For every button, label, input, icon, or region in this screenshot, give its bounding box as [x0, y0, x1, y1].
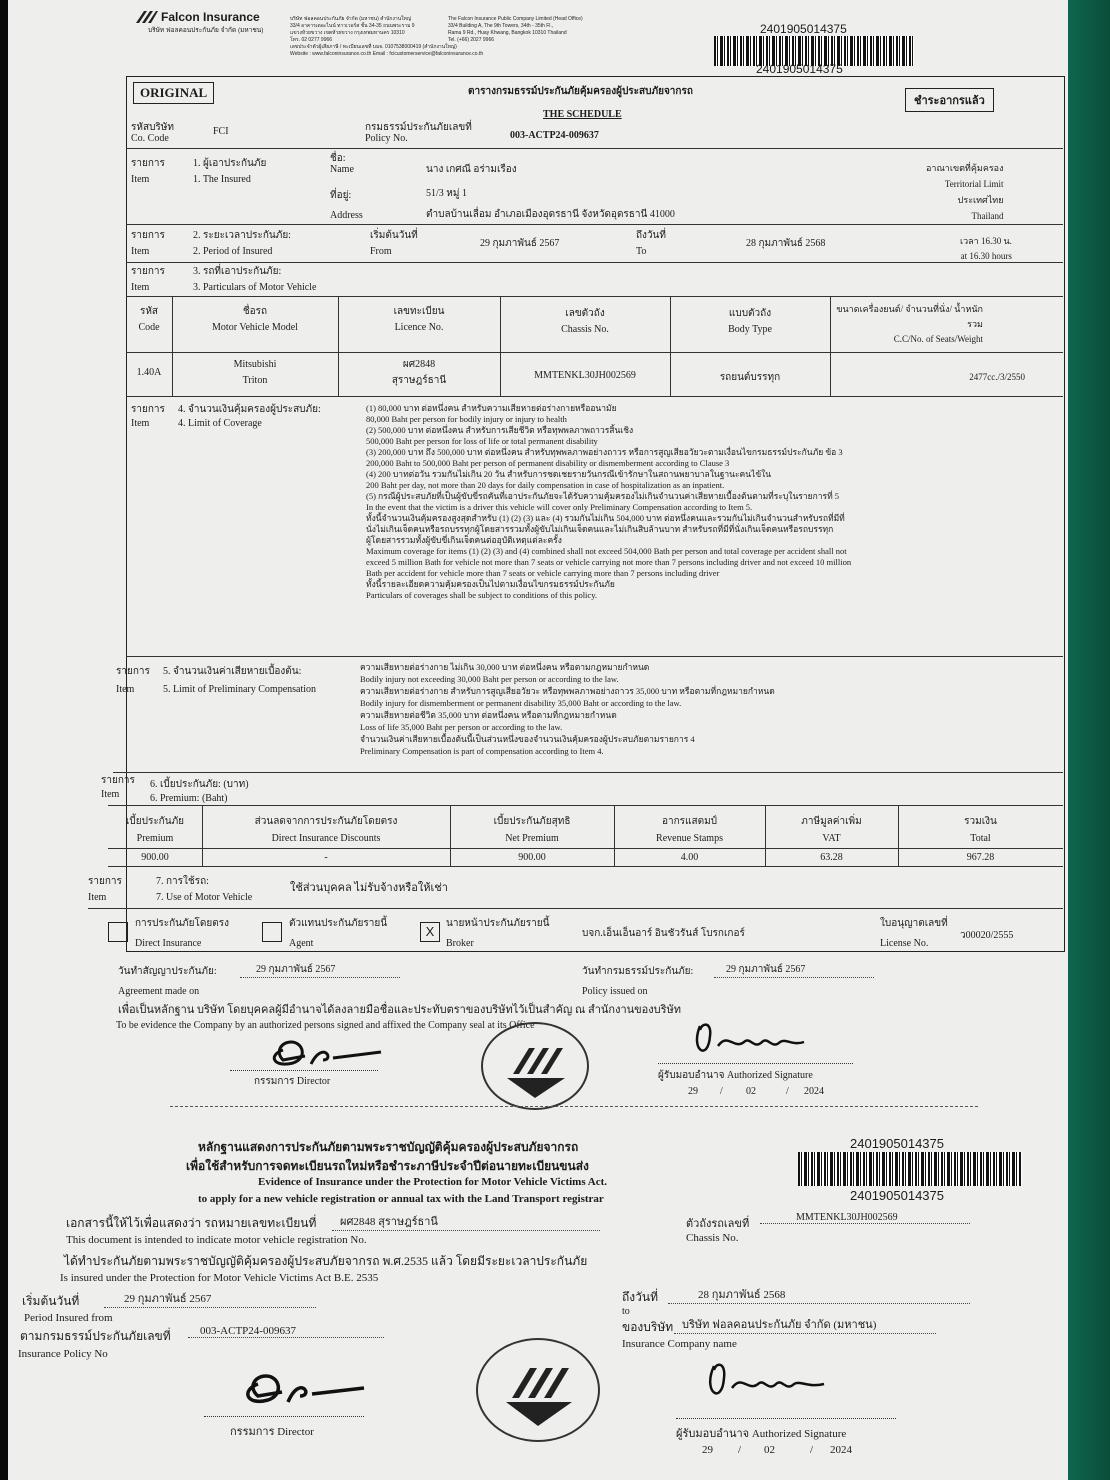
authorized-label-top: ผู้รับมอบอำนาจ Authorized Signature	[658, 1070, 813, 1081]
broker-checkbox: X	[420, 922, 440, 942]
period-from-label: เริ่มต้นวันที่ From	[370, 230, 418, 257]
company-name: Falcon Insurance	[161, 10, 260, 24]
item3-item-label: รายการ Item	[131, 266, 165, 293]
evidence-title-en-2: to apply for a new vehicle registration or annual tax with the Land Transport registrar	[198, 1193, 604, 1205]
sign-day-top: 29	[688, 1086, 698, 1097]
vehicle-col-cc: ขนาดเครื่องยนต์/ จำนวนที่นั่ง/ น้ำหนักรวม C.C/No. of Seats/Weight	[836, 304, 983, 344]
co-code-label: รหัสบริษัท Co. Code	[131, 122, 174, 144]
item4-item-label: รายการ Item	[131, 404, 165, 429]
vehicle-use-value: ใช้ส่วนบุคคล ไม่รับจ้างหรือให้เช่า	[290, 882, 448, 894]
doc-label-en: This document is intended to indicate motor vehicle registration No.	[66, 1234, 367, 1246]
vehicle-col-code: รหัส Code	[138, 306, 160, 333]
policy-label-en: Insurance Policy No	[18, 1348, 108, 1360]
co-code-value: FCI	[213, 126, 229, 137]
barcode-number-top: 2401905014375	[760, 22, 847, 36]
policy-document: Falcon Insurance บริษัท ฟอลคอนประกันภัย จำกัด (มหาชน) บริษัท ฟอลคอนประกันภัย จำกัด (มหาชน) สำนักงานใหญ่ 33/4 อาคารเดอะไนน์ ทาวเวอร์ส ชั้น 34-35 ถนนพระราม 9 แขวงห้วยขวาง เขตห้วยขวาง กรุงเทพมหานคร 10310 โทร. 02 0277 9966 เลขประจำตัวผู้เสียภาษี / ทะเบียนเลขที่ บมจ. 0107538000419 (สำนักงานใหญ่) Website : www.falconinsurance.co.th Email : fcicustomerservice@falconinsurance.co.th The Falcon Insurance Public Company Limited (Head Office) 33/4 Building A, The 9th Towers, 34th - 35th Fl., Rama 9 Rd., Huay Khwang, Bangkok 10310 Thailand Tel. (+66) 2027 9966 2401905014375 2401905014375 ORIGINAL ตารางกรมธรรม์ประกันภัยคุ้มครองผู้ประสบภัยจากรถ THE SCHEDULE ชำระอากรแล้ว รหัสบริษัท Co. Code FCI กรมธรรม์ประกันภัยเลขที่ Policy No. 003-ACTP24-009637 รายการ Item 1. ผู้เอาประกันภัย 1. The Insured ชื่อ: Name นาง เกศณี อร่ามเรือง ที่อยู่: Address 51/3 หมู่ 1 ตำบลบ้านเลื่อม อำเภอเมืองอุดรธานี จังหวัดอุดรธานี 41000 อาณาเขตที่คุ้มครอง Territorial Limit ประเทศไทย Thailand รายการ Item 2. ระยะเวลาประกันภัย: 2. Period of Insured เริ่มต้นวันที่ From 29 กุมภาพันธ์ 2567 ถึงวันที่ To 28 กุมภาพันธ์ 2568 เวลา 16.30 น. at 16.30 hours รายการ Item 3. รถที่เอาประกันภัย: 3. Particulars of Motor Vehicle รหัส Code ชื่อรถ Motor Vehicle Model เลขทะเบียน Licence No. เลขตัวถัง Chassis No. แบบตัวถัง Body Type ขนาดเครื่องยนต์/ จำนวนที่นั่ง/ น้ำหนักรวม C.C/No. of Seats/Weight 1.40A Mitsubishi Triton ผศ2848 สุราษฎร์ธานี MMTENKL30JH002569 รถยนต์บรรทุก 2477cc./3/2550 รายการ Item 4. จำนวนเงินคุ้มครองผู้ประสบภัย: 4. Limit of Coverage (1) 80,000 บาท ต่อหนึ่งคน สำหรับความเสียหายต่อร่างกายหรืออนามัย 80,000 Baht per person for bodily injury or injury to health (2) 500,000 บาท ต่อหนึ่งคน สำหรับการเสียชีวิต หรือทุพพลภาพถาวรสิ้นเชิง 500,000 Baht per person for loss of life or total permanent disability (3) 200,000 บาท ถึง 500,000 บาท ต่อหนึ่งคน สำหรับทุพพลภาพอย่างถาวร หรือการสูญเสียอวัยวะตามเงื่อนไขกรมธรรม์ประกันภัย ข้อ 3 200,000 Baht to 500,000 Baht per person of permanent disability or dismemberment according to Clause 3 (4) 200 บาทต่อวัน รวมกันไม่เกิน 20 วัน สำหรับการชดเชยรายวันกรณีเข้ารักษาในสถานพยาบาลในฐานะคนไข้ใน 200 Baht per day, not more than 20 days for daily compensation in case of hospitalization as an inpatient. (5) กรณีผู้ประสบภัยที่เป็นผู้ขับขี่รถคันที่เอาประกันภัยจะได้รับความคุ้มครองไม่เกินจำนวนค่าเสียหายเบื้องต้นตามที่ระบุในรายการที่ 5 In the event that the victim is a driver this vehicle will cover only Preliminary Compensation according to Item 5. ทั้งนี้จำนวนเงินคุ้มครองสูงสุดสำหรับ (1) (2) (3) และ (4) รวมกันไม่เกิน 504,000 บาท ต่อหนึ่งคนและรวมกันไม่เกินจำนวนสำหรับรถที่มีที่ นั่งไม่เกินเจ็ดคนหรือรถบรรทุกผู้โดยสารรวมทั้งผู้ขับไม่เกินเจ็ดคนและไม่เกินสิบล้านบาท สำหรับรถที่มีที่นั่งเกินเจ็ดคนหรือรถบรรทุก ผู้โดยสารรวมทั้งผู้ขับขี่เกินเจ็ดคนต่ออุบัติเหตุแต่ละครั้ง Maximum coverage for items (1) (2) (3) and (4) combined shall not exceed 504,000 Bath per person and total coverage per accident shall not exceed 5 million Bath for vehicle not more than 7 seats or vehicle carrying not more than 7 persons including driver and not exceed 10 million Bath per accident for vehicle more than 7 seats or vehicle carrying more than 7 persons including driver ทั้งนี้รายละเอียดความคุ้มครองเป็นไปตามเงื่อนไขกรมธรรม์ประกันภัย Particulars of coverages shall be subject to conditions of this policy. รายการ Item 5. จำนวนเงินค่าเสียหายเบื้องต้น: 5. Limit of Preliminary Compensation ความเสียหายต่อร่างกาย ไม่เกิน 30,000 บาท ต่อหนึ่งคน หรือตามกฎหมายกำหนด Bodily injury not exceeding 30,000 Baht per person or according to the law. ความเสียหายต่อร่างกาย สำหรับการสูญเสียอวัยวะ หรือทุพพลภาพอย่างถาวร 35,000 บาท หรือตามที่กฎหมายกำหนด Bodily injury for dismemberment or permanent disability 35,000 Baht or according to the law. ความเสียหายต่อชีวิต 35,000 บาท ต่อหนึ่งคน หรือตามที่กฎหมายกำหนด Loss of life 35,000 Baht per person or according to the law. จำนวนเงินค่าเสียหายเบื้องต้นนี้เป็นส่วนหนึ่งของจำนวนเงินคุ้มครองผู้ประสบภัยตามรายการ 4 Preliminary Compensation is part of compensation according to Item 4. รายการ Item 6. เบี้ยประกันภัย: (บาท) 6. Premium: (Baht) เบี้ยประกันภัย Premium ส่วนลดจากการประกันภัยโดยตรง Direct Insurance Discounts เบี้ยประกันภัยสุทธิ Net Premium อากรแสตมป์ Revenue Stamps ภาษีมูลค่าเพิ่ม VAT รวมเงิน Total 900.00 - 900.00 4.00 63.28 967.28 รายการ Item 7. การใช้รถ: 7. Use of Motor Vehicle ใช้ส่วนบุคคล ไม่รับจ้างหรือให้เช่า การประกันภัยโดยตรง Direct Insurance ตัวแทนประกันภัยรายนี้ Agent X นายหน้าประกันภัยรายนี้ Broker บจก.เอ็นเอ็นอาร์ อินชัวรันส์ โบรกเกอร์ ใบอนุญาตเลขที่ License No. ว00020/2555 วันทำสัญญาประกันภัย: Agreement made on 29 กุมภาพันธ์ 2567 วันทำกรมธรรม์ประกันภัย: Policy issued on 29 กุมภาพันธ์ 2567 เพื่อเป็นหลักฐาน บริษัท โดยบุคคลผู้มีอำนาจได้ลงลายมือชื่อและประทับตราของบริษัทไว้เป็นสำคัญ ณ สำนักงานของบริษัท To be evidence the Company by an authorized persons signed and affixed the Company seal at its Office กรรมการ Director ผู้รับมอบอำนาจ Authorized Signature 29 / 02 / 2024 หลักฐานแสดงการประกันภัยตามพระราชบัญญัติคุ้มครองผู้ประสบภัยจากรถ เพื่อใช้สำหรับการจดทะเบียนรถใหม่หรือชำระภาษีประจำปีต่อนายทะเบียนขนส่ง Evidence of Insurance under the Protection for Motor Vehicle Victims Act. to apply for a new vehicle registration or annual tax with the Land Transport registrar 2401905014375 2401905014375 เอกสารนี้ให้ไว้เพื่อแสดงว่า รถหมายเลขทะเบียนที่ ผศ2848 สุราษฎร์ธานี This document is intended to indicate motor vehicle registration No. ตัวถังรถเลขที่ MMTENKL30JH002569 Chassis No. ได้ทำประกันภัยตามพระราชบัญญัติคุ้มครองผู้ประสบภัยจากรถ พ.ศ.2535 แล้ว โดยมีระยะเวลาประกันภัย Is insured under the Protection for Motor Vehicle Victims Act B.E. 2535 เริ่มต้นวันที่ 29 กุมภาพันธ์ 2567 Period Insured from ตามกรมธรรม์ประกันภัยเลขที่ 003-ACTP24-009637 Insurance Policy No ถึงวันที่ 28 กุมภาพันธ์ 2568 to ของบริษัท บริษัท ฟอลคอนประกันภัย จำกัด (มหาชน) Insurance Company name กรรมการ Director ผู้รับมอบอำนาจ Authorized Signature 29 / 02 / 2024	[8, 0, 1068, 1480]
period-time: เวลา 16.30 น. at 16.30 hours	[960, 236, 1012, 261]
premium-col-discount: ส่วนลดจากการประกันภัยโดยตรง Direct Insurance Discounts	[254, 816, 398, 844]
premium-col-stamps: อากรแสตมป์ Revenue Stamps	[656, 816, 723, 844]
vehicle-col-chassis: เลขตัวถัง Chassis No.	[561, 308, 609, 335]
authorized-signature-top	[688, 1020, 818, 1069]
start-label-th: เริ่มต้นวันที่	[22, 1294, 80, 1308]
direct-insurance-label: การประกันภัยโดยตรง Direct Insurance	[135, 918, 229, 949]
vehicle-col-model: ชื่อรถ Motor Vehicle Model	[212, 306, 298, 333]
company-label-en: Insurance Company name	[622, 1338, 737, 1350]
item1-item-label: รายการ Item	[131, 158, 165, 185]
act-text-en: Is insured under the Protection for Motor Vehicle Victims Act B.E. 2535	[60, 1272, 379, 1284]
item7-item-label: รายการ Item	[88, 876, 122, 903]
end-label-th: ถึงวันที่	[622, 1290, 658, 1304]
discount-value: -	[324, 852, 328, 863]
agreement-value: 29 กุมภาพันธ์ 2567	[240, 962, 400, 978]
director-signature-top	[263, 1030, 383, 1075]
item3-label: 3. รถที่เอาประกันภัย: 3. Particulars of Motor Vehicle	[193, 266, 317, 293]
stamps-value: 4.00	[680, 852, 699, 863]
period-to-label: ถึงวันที่ To	[636, 230, 666, 257]
evidence-title-th-2: เพื่อใช้สำหรับการจดทะเบียนรถใหม่หรือชำระภาษีประจำปีต่อนายทะเบียนขนส่ง	[186, 1159, 589, 1173]
company-value: บริษัท ฟอลคอนประกันภัย จำกัด (มหาชน)	[674, 1315, 936, 1334]
sign-month-top: 02	[746, 1086, 756, 1097]
broker-name: บจก.เอ็นเอ็นอาร์ อินชัวรันส์ โบรกเกอร์	[582, 928, 745, 939]
act-text-th: ได้ทำประกันภัยตามพระราชบัญญัติคุ้มครองผู้ประสบภัยจากรถ พ.ศ.2535 แล้ว โดยมีระยะเวลาประกันภัย	[64, 1254, 588, 1268]
policy-label-th: ตามกรมธรรม์ประกันภัยเลขที่	[20, 1329, 171, 1343]
director-label-top: กรรมการ Director	[254, 1076, 331, 1087]
company-name-th: บริษัท ฟอลคอนประกันภัย จำกัด (มหาชน)	[148, 27, 264, 34]
agent-checkbox	[262, 922, 282, 942]
doc-registration-value: ผศ2848 สุราษฎร์ธานี	[332, 1212, 600, 1231]
period-to-value: 28 กุมภาพันธ์ 2568	[746, 238, 826, 249]
vehicle-model: Mitsubishi Triton	[233, 359, 277, 386]
direct-insurance-checkbox	[108, 922, 128, 942]
policy-value: 003-ACTP24-009637	[188, 1325, 384, 1338]
schedule-title-th: ตารางกรมธรรม์ประกันภัยคุ้มครองผู้ประสบภัยจากรถ	[468, 86, 693, 97]
sign-month-bottom: 02	[764, 1444, 775, 1456]
company-label-th: ของบริษัท	[622, 1320, 674, 1334]
evidence-text-en: To be evidence the Company by an authorized persons signed and affixed the Company seal at its Office	[116, 1020, 535, 1031]
authorized-label-bottom: ผู้รับมอบอำนาจ Authorized Signature	[676, 1428, 847, 1440]
period-from-value: 29 กุมภาพันธ์ 2567	[480, 238, 560, 249]
sign-year-top: 2024	[804, 1086, 824, 1097]
item7-label: 7. การใช้รถ: 7. Use of Motor Vehicle	[156, 876, 253, 903]
period-label-en: Period Insured from	[24, 1312, 113, 1324]
total-value: 967.28	[966, 852, 995, 863]
barcode-number-bottom: 2401905014375	[756, 62, 843, 76]
agent-label: ตัวแทนประกันภัยรายนี้ Agent	[289, 918, 388, 949]
stamp-paid-label: ชำระอากรแล้ว	[905, 88, 994, 112]
premium-col-vat: ภาษีมูลค่าเพิ่ม VAT	[801, 816, 862, 844]
premium-col-total: รวมเงิน Total	[964, 816, 997, 844]
insured-name-value: นาง เกศณี อร่ามเรือง	[426, 164, 517, 175]
item6-label: 6. เบี้ยประกันภัย: (บาท) 6. Premium: (Baht)	[150, 779, 249, 804]
to-label-en: to	[622, 1306, 630, 1317]
policy-no-label: กรมธรรม์ประกันภัยเลขที่ Policy No.	[365, 122, 472, 144]
evidence-title-en-1: Evidence of Insurance under the Protection for Motor Vehicle Victims Act.	[258, 1176, 608, 1188]
chassis-value: MMTENKL30JH002569	[760, 1212, 970, 1224]
address-en: The Falcon Insurance Public Company Limited (Head Office) 33/4 Building A, The 9th Towers, 34th - 35th Fl., Rama 9 Rd., Huay Khwang, Bangkok 10310 Thailand Tel. (+66) 2027 9966	[448, 16, 583, 43]
premium-col-premium: เบี้ยประกันภัย Premium	[125, 816, 185, 844]
coverage-lines: (1) 80,000 บาท ต่อหนึ่งคน สำหรับความเสียหายต่อร่างกายหรืออนามัย 80,000 Baht per person for bodily injury or injury to health (2) 500,000 บาท ต่อหนึ่งคน สำหรับการเสียชีวิต หรือทุพพลภาพถาวรสิ้นเชิง 500,000 Baht per person for loss of life or total permanent disability (3) 200,000 บาท ถึง 500,000 บาท ต่อหนึ่งคน สำหรับทุพพลภาพอย่างถาวร หรือการสูญเสียอวัยวะตามเงื่อนไขกรมธรรม์ประกันภัย ข้อ 3 200,000 Baht to 500,000 Baht per person of permanent disability or dismemberment according to Clause 3 (4) 200 บาทต่อวัน รวมกันไม่เกิน 20 วัน สำหรับการชดเชยรายวันกรณีเข้ารักษาในสถานพยาบาลในฐานะคนไข้ใน 200 Baht per day, not more than 20 days for daily compensation in case of hospitalization as an inpatient. (5) กรณีผู้ประสบภัยที่เป็นผู้ขับขี่รถคันที่เอาประกันภัยจะได้รับความคุ้มครองไม่เกินจำนวนค่าเสียหายเบื้องต้นตามที่ระบุในรายการที่ 5 In the event that the victim is a driver this vehicle will cover only Preliminary Compensation according to Item 5. ทั้งนี้จำนวนเงินคุ้มครองสูงสุดสำหรับ (1) (2) (3) และ (4) รวมกันไม่เกิน 504,000 บาท ต่อหนึ่งคนและรวมกันไม่เกินจำนวนสำหรับรถที่มีที่ นั่งไม่เกินเจ็ดคนหรือรถบรรทุกผู้โดยสารรวมทั้งผู้ขับไม่เกินเจ็ดคนและไม่เกินสิบล้านบาท สำหรับรถที่มีที่นั่งเกินเจ็ดคนหรือรถบรรทุก ผู้โดยสารรวมทั้งผู้ขับขี่เกินเจ็ดคนต่ออุบัติเหตุแต่ละครั้ง Maximum coverage for items (1) (2) (3) and (4) combined shall not exceed 504,000 Bath per person and total coverage per accident shall not exceed 5 million Bath for vehicle not more than 7 seats or vehicle carrying not more than 7 persons including driver and not exceed 10 million Bath per accident for vehicle more than 7 seats or vehicle carrying more than 7 persons including driver ทั้งนี้รายละเอียดความคุ้มครองเป็นไปตามเงื่อนไขกรมธรรม์ประกันภัย Particulars of coverages shall be subject to conditions of this policy.	[366, 403, 852, 600]
insured-address-label: ที่อยู่: Address	[330, 190, 363, 221]
policy-no-value: 003-ACTP24-009637	[510, 130, 599, 141]
chassis-label-en: Chassis No.	[686, 1232, 739, 1244]
agreement-label: วันทำสัญญาประกันภัย: Agreement made on	[118, 966, 217, 997]
issued-label: วันทำกรมธรรม์ประกันภัย: Policy issued on	[582, 966, 694, 997]
authorized-signature-bottom	[700, 1360, 840, 1413]
insured-address-line1: 51/3 หมู่ 1	[426, 188, 467, 199]
item5-label: 5. จำนวนเงินค่าเสียหายเบื้องต้น: 5. Limit of Preliminary Compensation	[163, 666, 317, 695]
vehicle-code: 1.40A	[136, 367, 162, 378]
company-seal-bottom	[476, 1338, 600, 1442]
evidence-barcode-number-bottom: 2401905014375	[850, 1188, 944, 1203]
item1-label: 1. ผู้เอาประกันภัย 1. The Insured	[193, 158, 267, 185]
premium-value: 900.00	[141, 852, 169, 863]
item2-item-label: รายการ Item	[131, 230, 165, 257]
vat-value: 63.28	[820, 852, 843, 863]
issued-value: 29 กุมภาพันธ์ 2567	[714, 962, 874, 978]
preliminary-lines: ความเสียหายต่อร่างกาย ไม่เกิน 30,000 บาท ต่อหนึ่งคน หรือตามกฎหมายกำหนด Bodily injury not exceeding 30,000 Baht per person or according to the law. ความเสียหายต่อร่างกาย สำหรับการสูญเสียอวัยวะ หรือทุพพลภาพอย่างถาวร 35,000 บาท หรือตามที่กฎหมายกำหนด Bodily injury for dismemberment or permanent disability 35,000 Baht or according to the law. ความเสียหายต่อชีวิต 35,000 บาท ต่อหนึ่งคน หรือตามที่กฎหมายกำหนด Loss of life 35,000 Baht per person or according to the law. จำนวนเงินค่าเสียหายเบื้องต้นนี้เป็นส่วนหนึ่งของจำนวนเงินคุ้มครองผู้ประสบภัยตามรายการ 4 Preliminary Compensation is part of compensation according to Item 4.	[360, 662, 775, 756]
doc-label-th: เอกสารนี้ให้ไว้เพื่อแสดงว่า รถหมายเลขทะเบียนที่	[66, 1216, 317, 1230]
license-value: ว00020/2555	[960, 930, 1014, 941]
original-label: ORIGINAL	[133, 82, 214, 104]
vehicle-body: รถยนต์บรรทุก	[719, 372, 781, 383]
company-seal-top	[481, 1022, 589, 1110]
vehicle-chassis: MMTENKL30JH002569	[534, 370, 636, 381]
item6-item-label: รายการ Item	[101, 775, 135, 800]
item5-item-label: รายการ Item	[116, 666, 150, 695]
evidence-barcode-number-top: 2401905014375	[850, 1136, 944, 1151]
vehicle-cc: 2477cc./3/2550	[969, 372, 1025, 382]
territorial-limit: อาณาเขตที่คุ้มครอง Territorial Limit ประเทศไทย Thailand	[926, 163, 1004, 221]
vehicle-licence: ผศ2848 สุราษฎร์ธานี	[391, 359, 447, 386]
broker-label: นายหน้าประกันภัยรายนี้ Broker	[446, 918, 550, 949]
director-label-bottom: กรรมการ Director	[230, 1426, 314, 1438]
evidence-text-th: เพื่อเป็นหลักฐาน บริษัท โดยบุคคลผู้มีอำนาจได้ลงลายมือชื่อและประทับตราของบริษัทไว้เป็นสำคัญ ณ สำนักงานของบริษัท	[118, 1004, 682, 1016]
sign-day-bottom: 29	[702, 1444, 713, 1456]
insured-name-label: ชื่อ: Name	[330, 153, 354, 175]
schedule-title-en: THE SCHEDULE	[543, 109, 622, 120]
evidence-barcode	[798, 1152, 1022, 1186]
address-th: บริษัท ฟอลคอนประกันภัย จำกัด (มหาชน) สำนักงานใหญ่ 33/4 อาคารเดอะไนน์ ทาวเวอร์ส ชั้น 34-35 ถนนพระราม 9 แขวงห้วยขวาง เขตห้วยขวาง กรุงเทพมหานคร 10310 โทร. 02 0277 9966 เลขประจำตัวผู้เสียภาษี / ทะเบียนเลขที่ บมจ. 0107538000419 (สำนักงานใหญ่) Website : www.falconinsurance.co.th Email : fcicustomerservice@falconinsurance.co.th	[290, 16, 484, 57]
director-signature-bottom	[236, 1362, 366, 1415]
vehicle-col-licence: เลขทะเบียน Licence No.	[393, 306, 445, 333]
sign-year-bottom: 2024	[830, 1444, 852, 1456]
start-value: 29 กุมภาพันธ์ 2567	[104, 1289, 316, 1308]
evidence-title-th-1: หลักฐานแสดงการประกันภัยตามพระราชบัญญัติคุ้มครองผู้ประสบภัยจากรถ	[198, 1140, 579, 1154]
item4-label: 4. จำนวนเงินคุ้มครองผู้ประสบภัย: 4. Limit of Coverage	[178, 404, 321, 429]
item2-label: 2. ระยะเวลาประกันภัย: 2. Period of Insured	[193, 230, 291, 257]
premium-col-net: เบี้ยประกันภัยสุทธิ Net Premium	[493, 816, 571, 844]
license-label: ใบอนุญาตเลขที่ License No.	[880, 918, 948, 949]
chassis-label-th: ตัวถังรถเลขที่	[686, 1218, 750, 1230]
vehicle-col-body: แบบตัวถัง Body Type	[728, 308, 772, 335]
insured-address-line2: ตำบลบ้านเลื่อม อำเภอเมืองอุดรธานี จังหวัดอุดรธานี 41000	[426, 209, 675, 220]
end-value: 28 กุมภาพันธ์ 2568	[668, 1285, 970, 1304]
net-premium-value: 900.00	[518, 852, 546, 863]
